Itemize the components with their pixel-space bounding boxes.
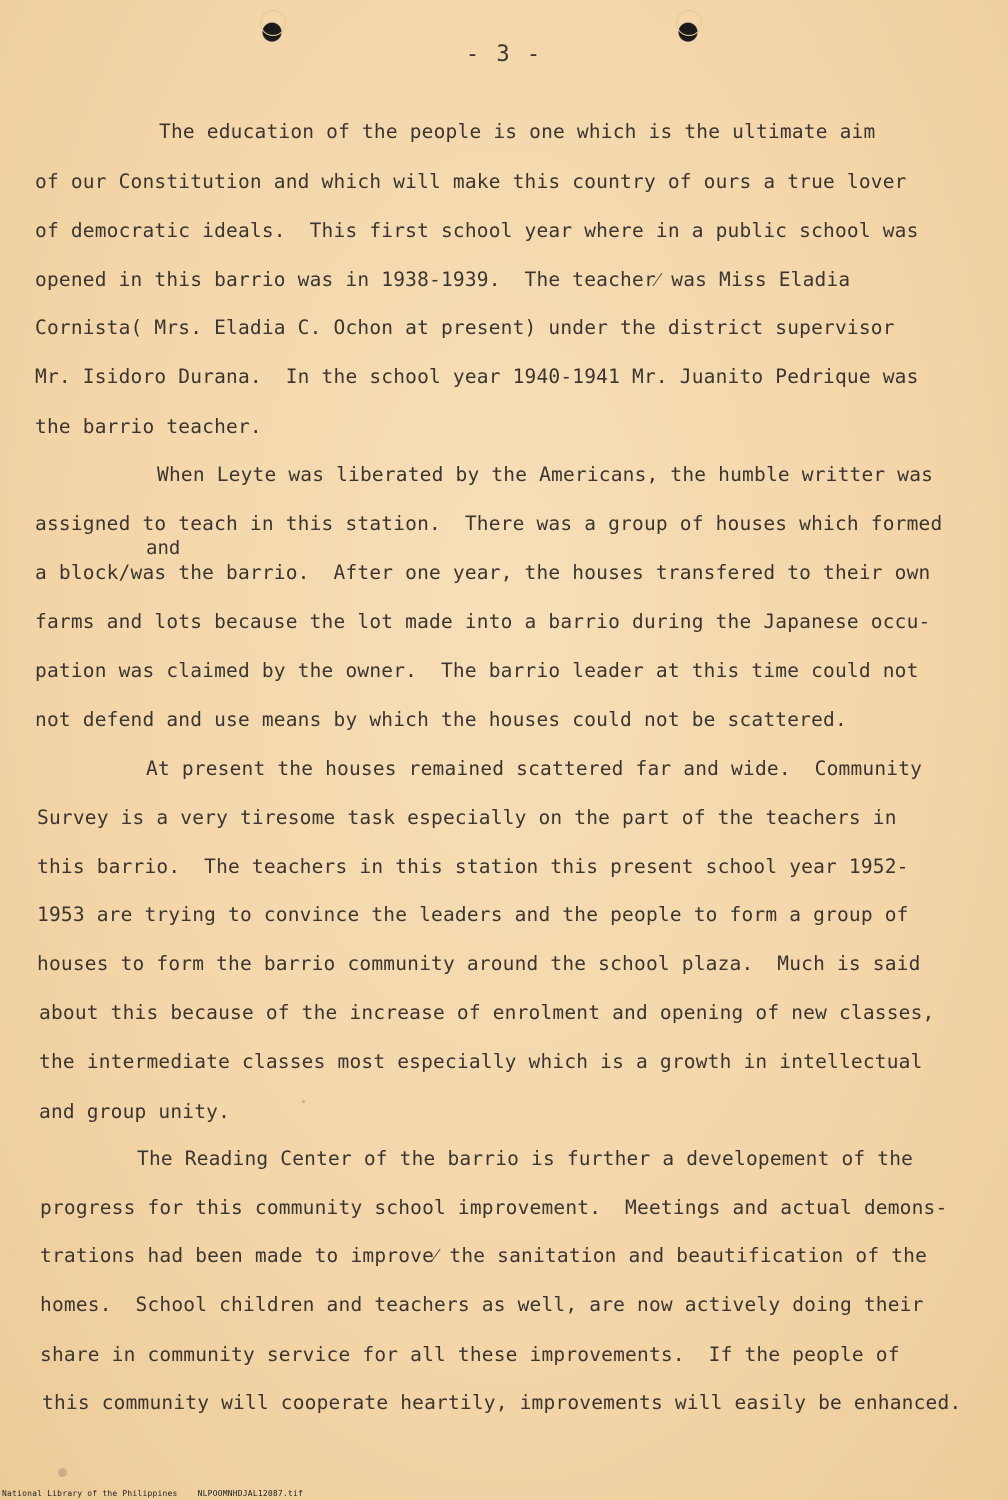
paragraph-3-line-3: this barrio. The teachers in this station this present school year 1952- xyxy=(37,855,909,878)
paragraph-2-line-6: not defend and use means by which the houses could not be scattered. xyxy=(35,708,847,731)
paragraph-3-line-1: At present the houses remained scattered far and wide. Community xyxy=(146,757,923,780)
punch-hole-left xyxy=(258,10,286,44)
paragraph-4-line-5: share in community service for all these improvements. If the people of xyxy=(40,1343,900,1366)
interlinear-insertion: and xyxy=(146,537,181,559)
paragraph-3-line-7: the intermediate classes most especially which is a growth in intellectual xyxy=(39,1050,923,1073)
paragraph-2-line-5: pation was claimed by the owner. The barrio leader at this time could not xyxy=(35,659,919,682)
paragraph-1-line-2: of our Constitution and which will make this country of ours a true lover xyxy=(35,170,907,193)
punch-hole-right xyxy=(674,10,702,44)
paragraph-2-line-2: assigned to teach in this station. There was a group of houses which formed xyxy=(35,512,943,535)
paragraph-3-line-4: 1953 are trying to convince the leaders and the people to form a group of xyxy=(37,903,909,926)
paper-speck xyxy=(302,1100,305,1103)
paragraph-4-line-2: progress for this community school improvement. Meetings and actual demons- xyxy=(40,1196,948,1219)
paragraph-1-line-5: Cornista( Mrs. Eladia C. Ochon at present) under the district supervisor xyxy=(35,316,895,339)
paragraph-1-line-7: the barrio teacher. xyxy=(35,415,262,438)
paragraph-2-line-3: a block/was the barrio. After one year, the houses transfered to their own xyxy=(35,561,931,584)
paragraph-1-line-4: opened in this barrio was in 1938-1939. The teacher⁄ was Miss Eladia xyxy=(35,268,851,291)
paragraph-2-line-4: farms and lots because the lot made into a barrio during the Japanese occu- xyxy=(35,610,931,633)
paragraph-2-line-1: When Leyte was liberated by the Americans, the humble writter was xyxy=(157,463,934,486)
paragraph-3-line-6: about this because of the increase of enrolment and opening of new classes, xyxy=(39,1001,935,1024)
archive-footer: National Library of the Philippines NLPOOMNHDJAL12087.tif xyxy=(2,1489,303,1498)
paragraph-3-line-8: and group unity. xyxy=(39,1100,231,1123)
paragraph-1-line-6: Mr. Isidoro Durana. In the school year 1940-1941 Mr. Juanito Pedrique was xyxy=(35,365,919,388)
paragraph-1-line-3: of democratic ideals. This first school year where in a public school was xyxy=(35,219,919,242)
paragraph-3-line-2: Survey is a very tiresome task especially on the part of the teachers in xyxy=(37,806,897,829)
paragraph-1-line-1: The education of the people is one which is the ultimate aim xyxy=(159,120,876,143)
paragraph-4-line-1: The Reading Center of the barrio is further a developement of the xyxy=(137,1147,914,1170)
paragraph-4-line-3: trations had been made to improve⁄ the sanitation and beautification of the xyxy=(40,1244,928,1267)
page-number: - 3 - xyxy=(465,42,543,67)
paragraph-3-line-5: houses to form the barrio community around the school plaza. Much is said xyxy=(37,952,921,975)
paragraph-4-line-4: homes. School children and teachers as well, are now actively doing their xyxy=(40,1293,924,1316)
paper-stain xyxy=(58,1468,67,1477)
paragraph-4-line-6: this community will cooperate heartily, improvements will easily be enhanced. xyxy=(42,1391,962,1414)
